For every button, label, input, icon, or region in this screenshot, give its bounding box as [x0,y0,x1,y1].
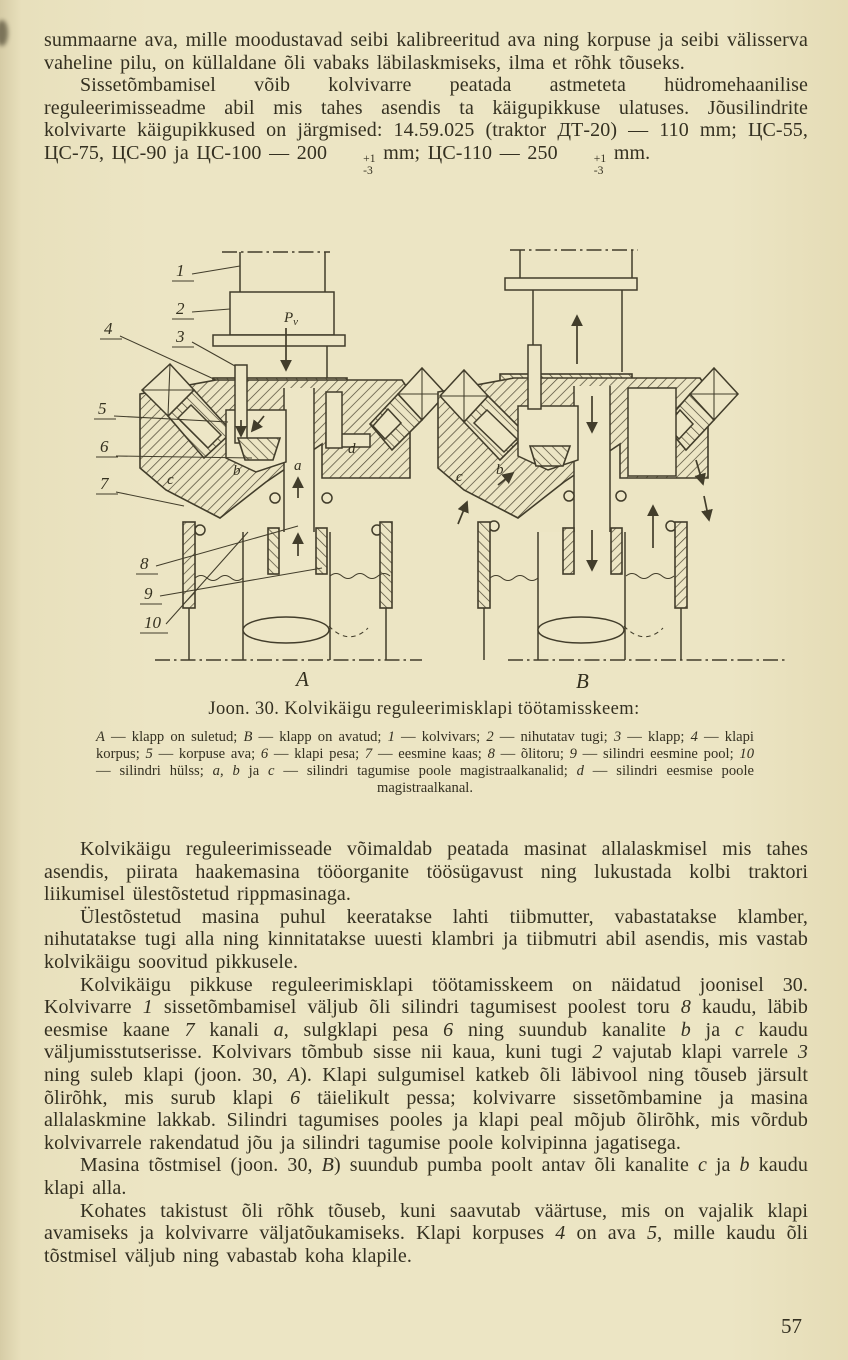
o-ring [270,493,280,503]
flow-down-arrow [704,496,709,520]
force-label: $P_v$ [284,310,299,328]
flange-plate [213,335,345,346]
break-line [195,576,243,581]
body-text-block [44,838,808,1267]
channel-letter-d: d [348,441,356,457]
cylinder-sleeve-right [380,522,392,608]
part-label-4: 4 [104,319,113,338]
paragraph: Ülestõstetud masina puhul keeratakse lahti tiibmutter, vabastatakse klamber, nihutatakse tugi alla ning kinnitatakse uuesti klambri ja tiibmutri abil asendis, mis vastab kolvikäigu soovitud pikkusele. [44,905,808,973]
channel-letter-b: b [233,463,241,479]
return-cavity [628,388,676,476]
part-label-10: 10 [144,613,161,632]
view-b-label: B [576,669,589,692]
paragraph: Masina tõstmisel (joon. 30, B) suundub pumba poolt antav õli kanalite c ja b kaudu klapi alla. [44,1154,808,1199]
channel-letter-b: b [496,462,504,478]
part-label-8: 8 [140,554,149,573]
figure-caption: Joon. 30. Kolvikäigu reguleerimisklapi töötamisskeem: [208,699,640,719]
flow-arrow [458,502,467,524]
view-a-label: A [296,667,309,691]
break-line [626,574,674,579]
cylinder-sleeve-left [478,522,490,608]
o-ring [195,525,205,535]
cylinder-sleeve-left [183,522,195,608]
break-line [490,576,538,581]
part-label-1: 1 [176,261,185,280]
page-number: 57 [781,1314,802,1338]
channel-letter-c: c [167,472,174,488]
oil-tube-wall [563,528,574,574]
paragraph: summaarne ava, mille moodustavad seibi kalibreeritud ava ning korpuse ja seibi välisserva vaheline pilu, on küllaldane õli vabaks läbilaskmiseks, ilma et rõhk tõuseks. [44,29,808,74]
figure-diagram [70,232,790,692]
valve-stem [528,345,541,409]
channel-d-slot [326,392,342,448]
flange-plate [505,278,637,290]
paragraph: Sissetõmbamisel võib kolvivarre peatada astmeteta hüdromehaanilise reguleerimisseadme abil mis tahes asendis ta käigupikkuse ulatuses. Jõusilindrite kolvivarte käigupikkused on järgmised: 14.59.025 (traktor ДТ-20) — 110 mm; ЦС-55, ЦС-75, ЦС-90 ja ЦС-100 — 200 +1 -3 mm; ЦС-110 — 250 +1 -3 mm. [44,74,808,177]
oil-tube-wall [268,528,279,574]
valve-head-closed [238,438,280,460]
part-label-3: 3 [176,327,185,346]
valve-head-open [530,446,570,466]
channel-letter-c: c [456,469,463,485]
paragraph: Kolvikäigu reguleerimisseade võimaldab peatada masinat allalaskmisel mis tahes asendis, piirata haakemasina tööorganite töösügavust ning lukustada kolbi traktori liikumisel ülestõstetud rippmasinaga. [44,838,808,906]
o-ring [322,493,332,503]
support-block [230,292,334,335]
rod-end [243,617,329,643]
part-label-2: 2 [176,299,185,318]
part-label-9: 9 [144,584,153,603]
part-label-7: 7 [100,474,109,493]
scan-artifact [0,20,8,46]
view-b-drawing [438,250,786,692]
oil-tube-wall [316,528,327,574]
intro-text-block [44,29,808,177]
paragraph: Kohates takistust õli rõhk tõuseb, kuni saavutab väärtuse, mis on vajalik klapi avamiseks ja kolvivarre väljatõukamiseks. Klapi korpuses 4 on ava 5, mille kaudu õli tõstmisel väljub ning vabastab koha klapile. [44,1199,809,1267]
o-ring [564,491,574,501]
o-ring [616,491,626,501]
paragraph: Kolvikäigu pikkuse reguleerimisklapi töötamisskeem on näidatud joonisel 30. Kolvivarre 1 sissetõmbamisel väljub õli silindri tagumisest poolest toru 8 kaudu, läbib eesmise kaane 7 kanali a, sulgklapi pesa 6 ning suundub kanalite b ja c kaudu väljumisstutserisse. Kolvivars tõmbub sisse nii kaua, kuni tugi 2 vajutab klapi varrele 3 ning suleb klapi (joon. 30, A). Klapi sulgumisel katkeb õli läbivool ning tõuseb järsult õlirõhk, mis surub klapi 6 täielikult pessa; kolvivarre sissetõmbamine ja masina allalaskmine lakkab. Silindri tagumises pooles ja klapi peal mõjub õlirõhk, mis võrdub kolvivarrele rakendatud jõu ja silindri tagumise poole kolvipinna jagatisega. [44,973,809,1154]
oil-tube-wall [611,528,622,574]
rod-end [538,617,624,643]
cylinder-sleeve-right [675,522,687,608]
view-a-drawing [140,252,446,691]
channel-letter-a: a [294,458,302,474]
part-label-6: 6 [100,437,109,456]
part-label-5: 5 [98,399,107,418]
figure-legend: A — klapp on suletud; B — klapp on avatud; 1 — kolvivars; 2 — nihutatav tugi; 3 — klapp; 4 — klapi korpus; 5 — korpuse ava; 6 — klapi pesa; 7 — eesmine kaas; 8 — õlitoru; 9 — silindri eesmine pool; 10 — silindri hülss; a, b ja c — silindri tagumise poole magistraalkanalid; d — silindri eesmise poole magistraalkanal. [96,729,754,796]
